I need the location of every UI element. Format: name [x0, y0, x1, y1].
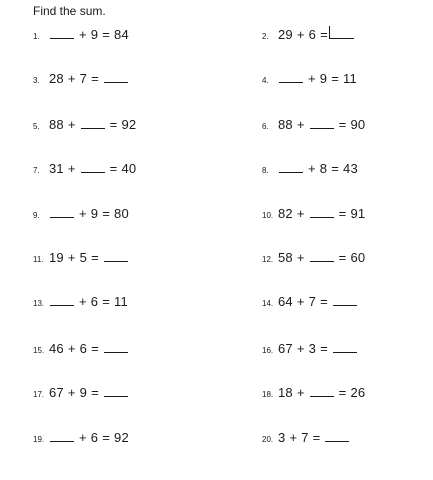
problem-6 [262, 116, 365, 136]
equation: 3 + 7 = [278, 429, 350, 445]
equation: 19 + 5 = [49, 249, 129, 265]
problem-19 [33, 429, 129, 449]
answer-blank[interactable] [325, 429, 349, 442]
equation: 29 + 6 = [278, 26, 355, 42]
equation: 67 + 3 = [278, 340, 358, 356]
problem-14 [262, 293, 358, 313]
problem-11 [33, 249, 129, 269]
problem-7 [33, 160, 136, 180]
answer-blank[interactable] [310, 116, 334, 129]
answer-blank[interactable] [310, 384, 334, 397]
problem-number: 2. [262, 32, 269, 41]
problem-5 [33, 116, 136, 136]
answer-blank[interactable] [104, 384, 128, 397]
equation: 18 + = 26 [278, 385, 366, 400]
equation: 88 + = 92 [49, 117, 137, 132]
answer-blank[interactable] [104, 249, 128, 262]
problem-9 [33, 205, 129, 225]
problem-number: 17. [33, 390, 45, 399]
answer-blank[interactable] [279, 160, 303, 173]
problem-1 [33, 26, 129, 46]
answer-blank[interactable] [104, 70, 128, 83]
problem-20 [262, 429, 350, 449]
equation: 28 + 7 = [49, 70, 129, 86]
answer-blank[interactable] [310, 205, 334, 218]
answer-blank[interactable] [104, 340, 128, 353]
problem-number: 6. [262, 122, 269, 131]
problem-4 [262, 70, 357, 90]
problem-number: 20. [262, 435, 274, 444]
answer-blank[interactable] [279, 70, 303, 83]
problem-number: 4. [262, 76, 269, 85]
equation: + 9 = 11 [278, 70, 357, 86]
answer-blank[interactable] [329, 26, 354, 39]
problem-number: 12. [262, 255, 274, 264]
problem-number: 5. [33, 122, 40, 131]
problem-13 [33, 293, 128, 313]
problem-number: 8. [262, 166, 269, 175]
equation: + 8 = 43 [278, 160, 358, 176]
problem-15 [33, 340, 129, 360]
equation: + 6 = 11 [49, 293, 128, 309]
answer-blank[interactable] [310, 249, 334, 262]
problem-3 [33, 70, 129, 90]
equation: 31 + = 40 [49, 161, 137, 176]
problem-number: 13. [33, 299, 45, 308]
equation: + 9 = 84 [49, 26, 129, 42]
problem-number: 14. [262, 299, 274, 308]
problem-16 [262, 340, 358, 360]
answer-blank[interactable] [50, 429, 74, 442]
problem-number: 10. [262, 211, 274, 220]
worksheet-title: Find the sum. [33, 4, 106, 18]
equation: 46 + 6 = [49, 340, 129, 356]
equation: 88 + = 90 [278, 117, 366, 132]
answer-blank[interactable] [50, 205, 74, 218]
problem-number: 1. [33, 32, 40, 41]
equation: 58 + = 60 [278, 250, 366, 265]
equation: 64 + 7 = [278, 293, 358, 309]
problem-18 [262, 384, 365, 404]
answer-blank[interactable] [50, 26, 74, 39]
equation: 82 + = 91 [278, 206, 366, 221]
answer-blank[interactable] [81, 116, 105, 129]
problem-17 [33, 384, 129, 404]
problem-number: 9. [33, 211, 40, 220]
problem-number: 19. [33, 435, 45, 444]
problem-number: 11. [33, 255, 44, 264]
answer-blank[interactable] [333, 340, 357, 353]
problem-2 [262, 26, 355, 46]
answer-blank[interactable] [333, 293, 357, 306]
problem-number: 15. [33, 346, 45, 355]
problem-number: 3. [33, 76, 40, 85]
problem-number: 18. [262, 390, 274, 399]
problem-10 [262, 205, 365, 225]
problem-8 [262, 160, 358, 180]
problem-12 [262, 249, 365, 269]
answer-blank[interactable] [50, 293, 74, 306]
equation: + 6 = 92 [49, 429, 129, 445]
answer-blank[interactable] [81, 160, 105, 173]
problem-number: 16. [262, 346, 274, 355]
equation: 67 + 9 = [49, 384, 129, 400]
problem-number: 7. [33, 166, 40, 175]
equation: + 9 = 80 [49, 205, 129, 221]
